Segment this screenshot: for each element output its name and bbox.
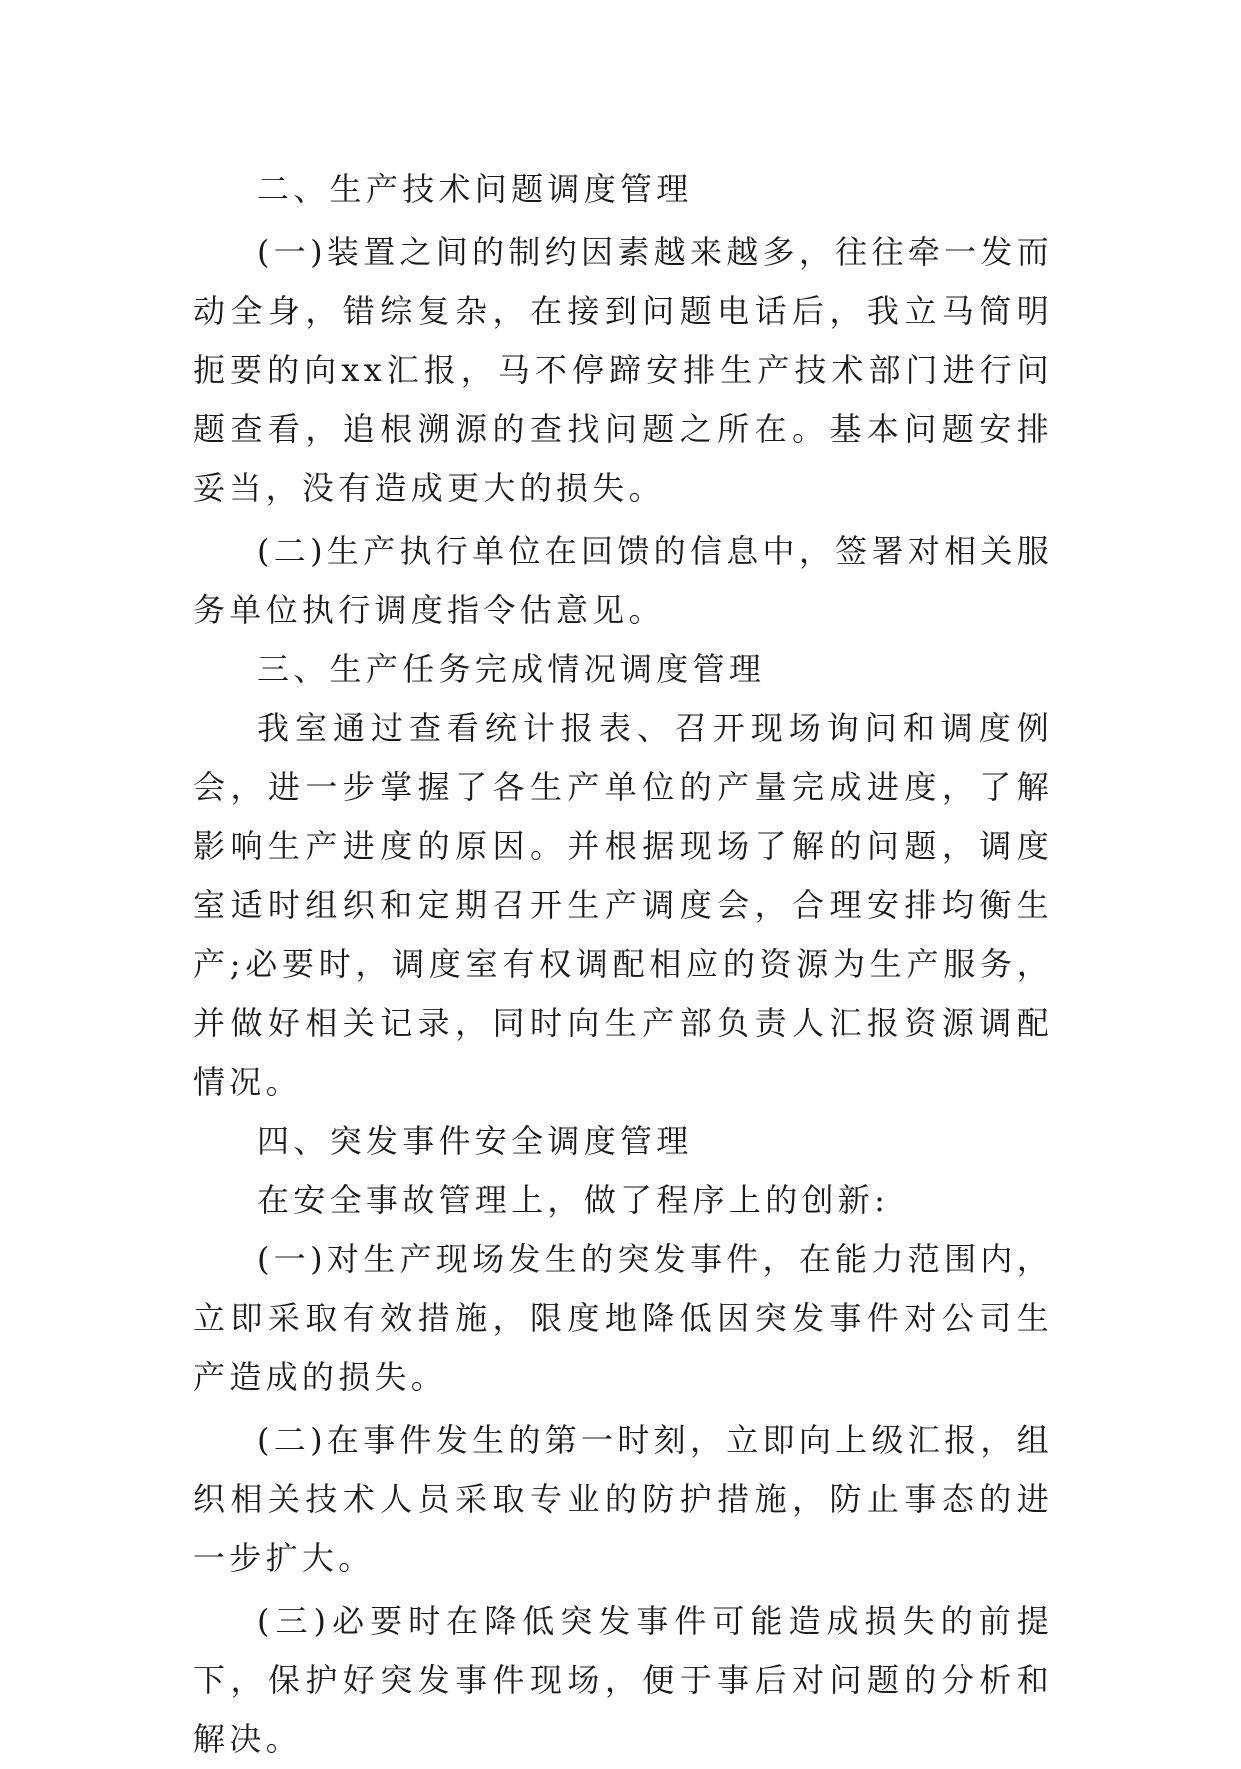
document-body [193,160,1053,1769]
paragraph-3-1: 我室通过查看统计报表、召开现场询问和调度例会，进一步掌握了各生产单位的产量完成进度，了解影响生产进度的原因。并根据现场了解的问题，调度室适时组织和定期召开生产调度会，合理安排均衡生产;必要时，调度室有权调配相应的资源为生产服务，并做好相关记录，同时向生产部负责人汇报资源调配情况。 [193,709,1053,1101]
paragraph-2-1: (一)装置之间的制约因素越来越多，往往牵一发而动全身，错综复杂，在接到问题电话后，我立马简明扼要的向xx汇报，马不停蹄安排生产技术部门进行问题查看，追根溯源的查找问题之所在。基本问题安排妥当，没有造成更大的损失。 [193,233,1053,507]
section-heading-4: 四、突发事件安全调度管理 [257,1122,693,1160]
section-heading-3: 三、生产任务完成情况调度管理 [257,650,766,688]
paragraph-4-2: (二)在事件发生的第一时刻，立即向上级汇报，组织相关技术人员采取专业的防护措施，防止事态的进一步扩大。 [193,1421,1053,1577]
paragraph-4-1: (一)对生产现场发生的突发事件，在能力范围内，立即采取有效措施，限度地降低因突发事件对公司生产造成的损失。 [193,1240,1053,1396]
paragraph-4-intro: 在安全事故管理上，做了程序上的创新: [257,1181,890,1219]
section-heading-2: 二、生产技术问题调度管理 [257,170,693,208]
paragraph-2-2: (二)生产执行单位在回馈的信息中，签署对相关服务单位执行调度指令估意见。 [193,532,1053,629]
paragraph-4-3: (三)必要时在降低突发事件可能造成损失的前提下，保护好突发事件现场，便于事后对问题的分析和解决。 [193,1602,1053,1758]
